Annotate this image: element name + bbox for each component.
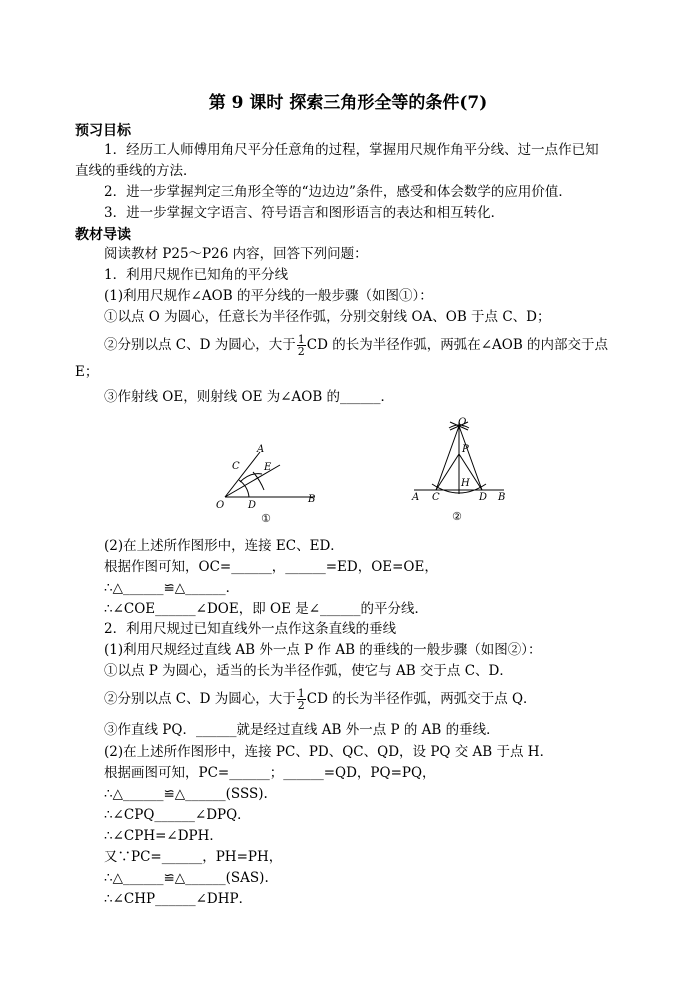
- part1-step2-cont: E；: [75, 364, 99, 380]
- figure1-label-d: D: [248, 500, 257, 511]
- fraction-num-2: 1: [297, 687, 305, 700]
- part1-step2: [104, 334, 608, 357]
- figure1-caption: ①: [261, 512, 271, 525]
- preview-item-1: 1．经历工人师傅用角尺平分任意角的过程，掌握用尺规作角平分线、过一点作已知: [104, 142, 599, 158]
- part2-step3: ③作直线 PQ．______就是经过直线 AB 外一点 P 的 AB 的垂线．: [104, 722, 500, 738]
- figure1-label-e: E: [264, 462, 272, 473]
- part1-step-intro: (1)利用尺规作∠AOB 的平分线的一般步骤（如图①）：: [104, 288, 433, 304]
- part1-step2-b: CD 的长为半径作弧，两弧在∠AOB 的内部交于点: [306, 337, 609, 353]
- preview-item-2: 2．进一步掌握判定三角形全等的“边边边”条件，感受和体会数学的应用价值．: [104, 184, 572, 200]
- part1-q2-line2: ∴△______≌△______．: [104, 580, 240, 596]
- figure-perpendicular: [404, 414, 514, 526]
- part2-q2-line4: ∴∠CPH=∠DPH．: [104, 828, 223, 844]
- figure2-label-q: Q: [458, 417, 467, 428]
- fraction-num: 1: [297, 333, 305, 346]
- figure2-label-b: B: [498, 492, 506, 503]
- part2-q2-line2: ∴△______≌△______(SSS).: [104, 786, 268, 802]
- part2-step-intro: (1)利用尺规经过直线 AB 外一点 P 作 AB 的垂线的一般步骤（如图②）：: [104, 642, 542, 658]
- part2-q2-line6: ∴△______≌△______(SAS).: [104, 870, 269, 886]
- figure2-label-d: D: [479, 492, 488, 503]
- preview-item-3: 3．进一步掌握文字语言、符号语言和图形语言的表达和相互转化．: [104, 205, 505, 221]
- figure1-labels: [216, 444, 315, 511]
- part1-step2-a: ②分别以点 C、D 为圆心，大于: [104, 337, 296, 353]
- figure2-label-h: H: [461, 478, 470, 489]
- guide-intro: 阅读教材 P25～P26 内容，回答下列问题：: [104, 246, 368, 262]
- part1-heading: 1．利用尺规作已知角的平分线: [104, 267, 289, 283]
- preview-item-1-cont: 直线的垂线的方法．: [75, 163, 197, 179]
- figure2-label-a: A: [412, 492, 420, 503]
- part2-step2-a: ②分别以点 C、D 为圆心，大于: [104, 691, 296, 707]
- part1-step1: ①以点 O 为圆心，任意长为半径作弧，分别交射线 OA、OB 于点 C、D；: [104, 309, 551, 325]
- part1-step3: ③作射线 OE，则射线 OE 为∠AOB 的______．: [104, 389, 395, 405]
- figure2-caption: ②: [452, 510, 462, 523]
- figure1-label-o: O: [216, 500, 225, 511]
- part2-q2-line7: ∴∠CHP______∠DHP．: [104, 891, 253, 907]
- part1-q2-line1: 根据作图可知，OC=______，______=ED，OE=OE，: [104, 559, 438, 575]
- part2-heading: 2．利用尺规过已知直线外一点作这条直线的垂线: [104, 621, 397, 637]
- part1-q2-line3: ∴∠COE______∠DOE，即 OE 是∠______的平分线．: [104, 601, 429, 617]
- figure1-label-a: A: [257, 444, 265, 455]
- fraction-half: [297, 334, 306, 357]
- part1-q2-intro: (2)在上述所作图形中，连接 EC、ED．: [104, 538, 344, 554]
- figure2-label-c: C: [432, 492, 440, 503]
- page-title: 第 9 课时 探索三角形全等的条件(7): [208, 93, 488, 113]
- part2-q2-intro: (2)在上述所作图形中，连接 PC、PD、QC、QD，设 PQ 交 AB 于点 H．: [104, 744, 554, 760]
- part2-step2-b: CD 的长为半径作弧，两弧交于点 Q．: [306, 691, 537, 707]
- fraction-den: 2: [297, 345, 305, 358]
- guide-heading: 教材导读: [75, 227, 131, 243]
- part2-q2-line3: ∴∠CPQ______∠DPQ．: [104, 807, 251, 823]
- part2-q2-line1: 根据画图可知，PC=______；______=QD，PQ=PQ，: [104, 765, 436, 781]
- figure1-label-b: B: [308, 494, 316, 505]
- preview-heading: 预习目标: [75, 123, 131, 139]
- part2-q2-line5: 又∵PC=______，PH=PH，: [104, 849, 283, 865]
- part2-step1: ①以点 P 为圆心，适当的长为半径作弧，使它与 AB 交于点 C、D．: [104, 663, 513, 679]
- figure2-label-p: P: [462, 444, 469, 455]
- fraction-den-2: 2: [297, 699, 305, 712]
- part2-step2: [104, 688, 537, 711]
- figure1-label-c: C: [232, 461, 240, 472]
- figure-angle-bisector: [210, 432, 330, 528]
- fraction-half-2: [297, 688, 306, 711]
